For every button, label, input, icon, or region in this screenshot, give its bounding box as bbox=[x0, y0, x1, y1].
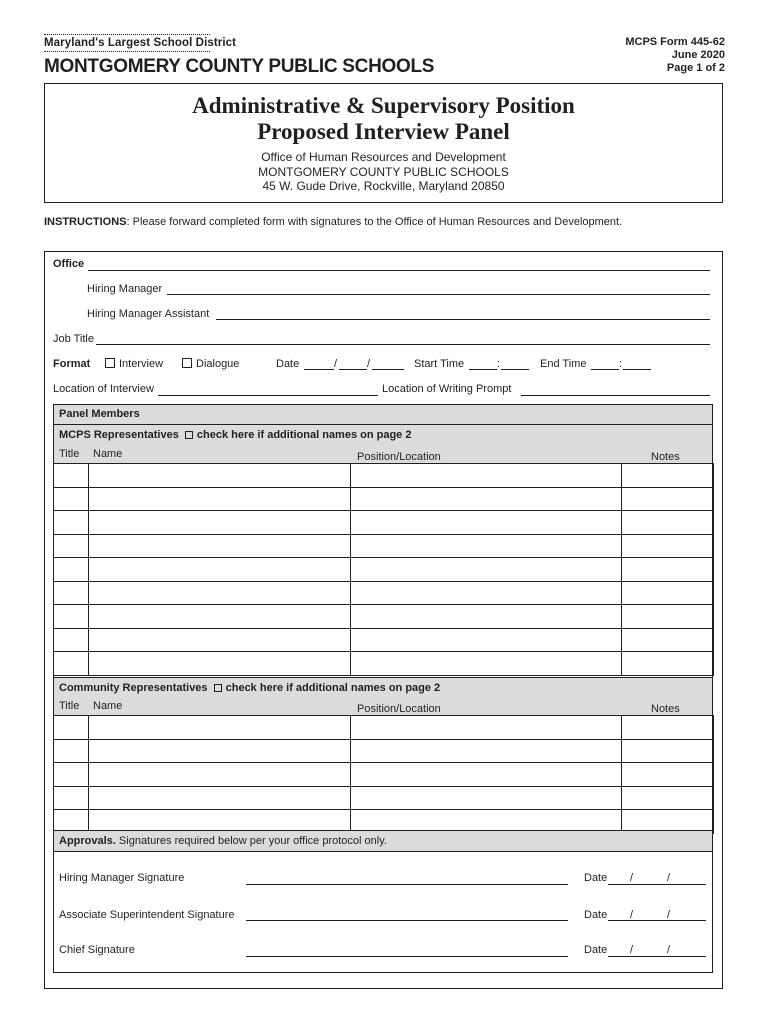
mcps-table bbox=[53, 463, 714, 676]
notes-cell[interactable] bbox=[622, 511, 714, 535]
chief-date-field[interactable] bbox=[608, 956, 706, 957]
format-label: Format bbox=[53, 358, 91, 370]
office-field[interactable] bbox=[88, 270, 710, 271]
notes-cell[interactable] bbox=[622, 464, 714, 488]
title-cell[interactable] bbox=[54, 628, 89, 652]
dialogue-option[interactable] bbox=[182, 358, 239, 370]
interview-label: Interview bbox=[119, 358, 164, 370]
time-separator: : bbox=[619, 358, 623, 370]
position-cell[interactable] bbox=[351, 810, 622, 834]
mcps-additional-checkbox[interactable] bbox=[185, 431, 193, 439]
org-name: MONTGOMERY COUNTY PUBLIC SCHOOLS bbox=[258, 164, 509, 179]
date-separator: / bbox=[630, 909, 634, 921]
mcps-header bbox=[54, 425, 712, 463]
mcps-row bbox=[54, 534, 714, 558]
mcps-row bbox=[54, 628, 714, 652]
title-cell[interactable] bbox=[54, 605, 89, 629]
time-separator: : bbox=[497, 358, 501, 370]
position-cell[interactable] bbox=[351, 581, 622, 605]
community-check-text: check here if additional names on page 2 bbox=[225, 682, 441, 694]
mcps-row bbox=[54, 511, 714, 535]
title-cell[interactable] bbox=[54, 534, 89, 558]
district-name: MONTGOMERY COUNTY PUBLIC SCHOOLS bbox=[44, 56, 435, 77]
date-separator: / bbox=[630, 944, 634, 956]
position-cell[interactable] bbox=[351, 716, 622, 740]
community-header bbox=[54, 677, 712, 716]
instructions-label: INSTRUCTIONS bbox=[44, 216, 127, 228]
position-cell[interactable] bbox=[351, 534, 622, 558]
divider bbox=[44, 51, 210, 52]
notes-cell[interactable] bbox=[622, 534, 714, 558]
hiring-manager-field[interactable] bbox=[167, 294, 710, 295]
col-position-header: Position/Location bbox=[357, 451, 441, 463]
notes-cell[interactable] bbox=[622, 652, 714, 676]
end-time-label: End Time bbox=[540, 358, 587, 370]
divider bbox=[44, 34, 210, 35]
mcps-label-text: MCPS Representatives bbox=[59, 429, 179, 441]
position-cell[interactable] bbox=[351, 763, 622, 787]
title-cell[interactable] bbox=[54, 716, 89, 740]
position-cell[interactable] bbox=[351, 652, 622, 676]
mcps-row bbox=[54, 464, 714, 488]
hiring-manager-assistant-field[interactable] bbox=[216, 319, 710, 320]
community-additional-checkbox[interactable] bbox=[214, 684, 222, 692]
mcps-check-text: check here if additional names on page 2 bbox=[196, 429, 412, 441]
panel-members-title: Panel Members bbox=[59, 408, 140, 420]
date-day-field[interactable] bbox=[339, 369, 367, 370]
approvals-section bbox=[53, 831, 713, 973]
hiring-manager-date-field[interactable] bbox=[608, 884, 706, 885]
date-separator: / bbox=[667, 872, 671, 884]
page-number: Page 1 of 2 bbox=[666, 62, 725, 74]
community-row bbox=[54, 763, 714, 787]
panel-members-section bbox=[53, 404, 713, 831]
col-name-header: Name bbox=[93, 448, 123, 460]
instructions bbox=[44, 216, 622, 228]
end-hour-field[interactable] bbox=[591, 369, 619, 370]
form-title-line2: Proposed Interview Panel bbox=[257, 119, 510, 144]
signature-date-label: Date bbox=[584, 944, 608, 956]
instructions-text: : Please forward completed form with signatures to the Office of Human Resources and Development. bbox=[126, 216, 623, 228]
office-label: Office bbox=[53, 258, 85, 270]
position-cell[interactable] bbox=[351, 487, 622, 511]
location-prompt-field[interactable] bbox=[521, 395, 710, 396]
hiring-manager-label: Hiring Manager bbox=[87, 283, 163, 295]
notes-cell[interactable] bbox=[622, 786, 714, 810]
col-position-header: Position/Location bbox=[357, 703, 441, 715]
mcps-row bbox=[54, 558, 714, 582]
title-cell[interactable] bbox=[54, 558, 89, 582]
notes-cell[interactable] bbox=[622, 716, 714, 740]
location-interview-label: Location of Interview bbox=[53, 383, 154, 395]
date-separator: / bbox=[667, 944, 671, 956]
signature-date-label: Date bbox=[584, 872, 608, 884]
title-cell[interactable] bbox=[54, 487, 89, 511]
job-title-label: Job Title bbox=[53, 333, 94, 345]
mcps-representatives-label bbox=[59, 429, 411, 441]
chief-signature-label: Chief Signature bbox=[59, 944, 135, 956]
hiring-manager-assistant-label: Hiring Manager Assistant bbox=[87, 308, 210, 320]
mcps-row bbox=[54, 487, 714, 511]
approvals-header bbox=[54, 831, 712, 852]
community-representatives-label bbox=[59, 682, 440, 694]
approvals-label: Approvals. bbox=[59, 835, 116, 847]
date-month-field[interactable] bbox=[304, 369, 334, 370]
name-cell[interactable] bbox=[89, 605, 351, 629]
col-notes-header: Notes bbox=[651, 451, 680, 463]
name-cell[interactable] bbox=[89, 763, 351, 787]
date-year-field[interactable] bbox=[372, 369, 404, 370]
notes-cell[interactable] bbox=[622, 810, 714, 834]
office-address bbox=[45, 150, 722, 194]
dialogue-label: Dialogue bbox=[196, 358, 240, 370]
title-cell[interactable] bbox=[54, 810, 89, 834]
notes-cell[interactable] bbox=[622, 581, 714, 605]
title-cell[interactable] bbox=[54, 652, 89, 676]
name-cell[interactable] bbox=[89, 628, 351, 652]
position-cell[interactable] bbox=[351, 558, 622, 582]
date-separator: / bbox=[367, 358, 371, 370]
assoc-superintendent-signature-label: Associate Superintendent Signature bbox=[59, 909, 235, 921]
street-address: 45 W. Gude Drive, Rockville, Maryland 20850 bbox=[262, 179, 505, 193]
position-cell[interactable] bbox=[351, 605, 622, 629]
title-cell[interactable] bbox=[54, 511, 89, 535]
position-cell[interactable] bbox=[351, 511, 622, 535]
approvals-text: Signatures required below per your office protocol only. bbox=[118, 835, 387, 847]
hiring-manager-signature-label: Hiring Manager Signature bbox=[59, 872, 185, 884]
mcps-row bbox=[54, 652, 714, 676]
mcps-row bbox=[54, 581, 714, 605]
notes-cell[interactable] bbox=[622, 763, 714, 787]
location-interview-field[interactable] bbox=[158, 395, 378, 396]
name-cell[interactable] bbox=[89, 534, 351, 558]
community-row bbox=[54, 786, 714, 810]
position-cell[interactable] bbox=[351, 739, 622, 763]
date-separator: / bbox=[334, 358, 338, 370]
col-title-header: Title bbox=[59, 700, 80, 712]
col-name-header: Name bbox=[93, 700, 123, 712]
notes-cell[interactable] bbox=[622, 739, 714, 763]
community-row bbox=[54, 739, 714, 763]
start-time-label: Start Time bbox=[414, 358, 465, 370]
name-cell[interactable] bbox=[89, 652, 351, 676]
dialogue-checkbox[interactable] bbox=[182, 358, 192, 368]
position-cell[interactable] bbox=[351, 786, 622, 810]
form-date: June 2020 bbox=[671, 49, 725, 61]
position-cell[interactable] bbox=[351, 628, 622, 652]
name-cell[interactable] bbox=[89, 511, 351, 535]
title-cell[interactable] bbox=[54, 763, 89, 787]
position-cell[interactable] bbox=[351, 464, 622, 488]
notes-cell[interactable] bbox=[622, 487, 714, 511]
name-cell[interactable] bbox=[89, 716, 351, 740]
title-cell[interactable] bbox=[54, 786, 89, 810]
chief-signature-field[interactable] bbox=[246, 956, 568, 957]
form-title-line1: Administrative & Supervisory Position bbox=[192, 93, 575, 118]
name-cell[interactable] bbox=[89, 487, 351, 511]
name-cell[interactable] bbox=[89, 786, 351, 810]
name-cell[interactable] bbox=[89, 581, 351, 605]
panel-members-header bbox=[54, 405, 712, 425]
start-hour-field[interactable] bbox=[469, 369, 497, 370]
col-title-header: Title bbox=[59, 448, 80, 460]
assoc-superintendent-signature-field[interactable] bbox=[246, 920, 568, 921]
title-cell[interactable] bbox=[54, 464, 89, 488]
form-identifier bbox=[625, 36, 725, 75]
community-row bbox=[54, 716, 714, 740]
community-row bbox=[54, 810, 714, 834]
signature-date-label: Date bbox=[584, 909, 608, 921]
mcps-row bbox=[54, 605, 714, 629]
end-minute-field[interactable] bbox=[623, 369, 651, 370]
date-label: Date bbox=[276, 358, 300, 370]
assoc-superintendent-date-field[interactable] bbox=[608, 920, 706, 921]
interview-checkbox[interactable] bbox=[105, 358, 115, 368]
date-separator: / bbox=[630, 872, 634, 884]
name-cell[interactable] bbox=[89, 464, 351, 488]
office-name: Office of Human Resources and Development bbox=[261, 150, 506, 164]
name-cell[interactable] bbox=[89, 739, 351, 763]
community-table bbox=[53, 715, 714, 834]
notes-cell[interactable] bbox=[622, 558, 714, 582]
district-tagline: Maryland's Largest School District bbox=[44, 37, 237, 49]
notes-cell[interactable] bbox=[622, 628, 714, 652]
hiring-manager-signature-field[interactable] bbox=[246, 884, 568, 885]
notes-cell[interactable] bbox=[622, 605, 714, 629]
name-cell[interactable] bbox=[89, 810, 351, 834]
job-title-field[interactable] bbox=[96, 344, 710, 345]
title-box bbox=[44, 83, 723, 203]
title-cell[interactable] bbox=[54, 581, 89, 605]
location-prompt-label: Location of Writing Prompt bbox=[382, 383, 512, 395]
community-label-text: Community Representatives bbox=[59, 682, 208, 694]
name-cell[interactable] bbox=[89, 558, 351, 582]
title-cell[interactable] bbox=[54, 739, 89, 763]
start-minute-field[interactable] bbox=[501, 369, 529, 370]
date-separator: / bbox=[667, 909, 671, 921]
interview-option[interactable] bbox=[105, 358, 163, 370]
approvals-heading bbox=[59, 835, 387, 847]
form-number: MCPS Form 445-62 bbox=[625, 36, 725, 48]
col-notes-header: Notes bbox=[651, 703, 680, 715]
